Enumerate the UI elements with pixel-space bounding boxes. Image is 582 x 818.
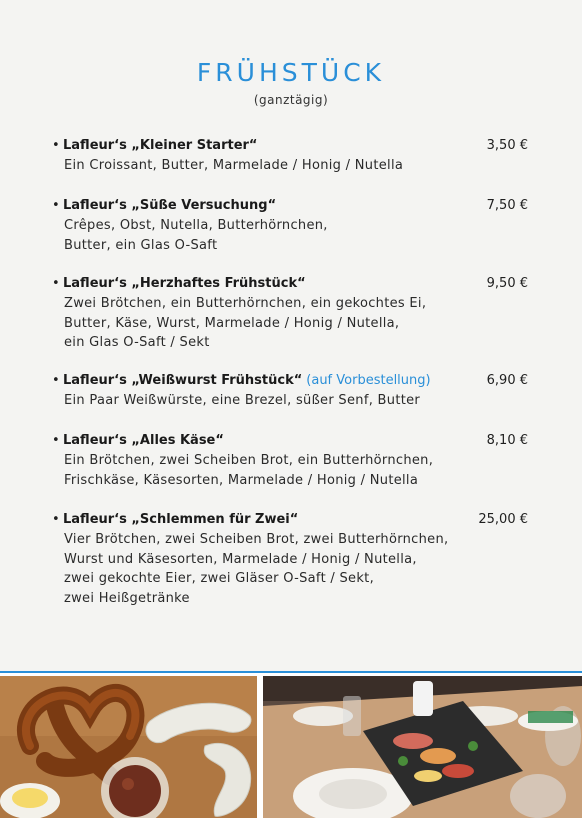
- menu-item-name: Lafleur‘s „Schlemmen für Zwei“: [63, 512, 299, 527]
- menu-item: [52, 510, 528, 608]
- menu-item-description: [64, 216, 528, 255]
- description-line: Crêpes, Obst, Nutella, Butterhörnchen,: [64, 218, 328, 233]
- bullet-icon: •: [52, 512, 60, 527]
- menu-item-name: Lafleur‘s „Süße Versuchung“: [63, 198, 277, 213]
- description-line: Butter, ein Glas O-Saft: [64, 237, 218, 253]
- menu-item: [52, 196, 528, 255]
- description-line: ein Glas O-Saft / Sekt: [64, 335, 210, 350]
- preorder-note: (auf Vorbestellung): [306, 373, 431, 388]
- breakfast-table-photo: [263, 676, 582, 818]
- menu-item-name: Lafleur‘s „Alles Käse“: [63, 433, 224, 448]
- description-line: Frischkäse, Käsesorten, Marmelade / Honig / Nutella: [64, 472, 419, 488]
- description-line: Butter, Käse, Wurst, Marmelade / Honig / Nutella,: [64, 315, 400, 331]
- menu-item-description: [64, 294, 528, 353]
- description-line: Zwei Brötchen, ein Butterhörnchen, ein gekochtes Ei,: [64, 296, 427, 311]
- menu-item-name: Lafleur‘s „Kleiner Starter“: [63, 138, 258, 153]
- bullet-icon: •: [52, 138, 60, 153]
- menu-title: FRÜHSTÜCK: [196, 58, 386, 87]
- description-line: zwei gekochte Eier, zwei Gläser O-Saft / Sekt,: [64, 571, 375, 586]
- pretzel-weisswurst-photo: [0, 676, 257, 818]
- menu-item-description: [64, 451, 528, 490]
- menu-item-name: [63, 371, 431, 391]
- description-line: Ein Paar Weißwürste, eine Brezel, süßer Senf, Butter: [64, 393, 421, 408]
- photo-strip: [0, 671, 582, 818]
- menu-item: [52, 431, 528, 490]
- description-line: Ein Brötchen, zwei Scheiben Brot, ein Butterhörnchen,: [64, 453, 434, 468]
- description-line: zwei Heißgetränke: [64, 590, 190, 606]
- menu-item-price: 3,50 €: [486, 138, 528, 153]
- bullet-icon: •: [52, 276, 60, 291]
- menu-item: [52, 136, 528, 176]
- menu-item-name-text: Lafleur‘s „Weißwurst Frühstück“: [63, 373, 303, 388]
- bullet-icon: •: [52, 198, 60, 213]
- menu-item-price: 9,50 €: [486, 276, 528, 291]
- menu-item-description: [64, 156, 528, 176]
- menu-item-price: 25,00 €: [478, 512, 528, 527]
- pretzel-weisswurst-illustration: [0, 676, 257, 818]
- bullet-icon: •: [52, 373, 60, 388]
- description-line: Wurst und Käsesorten, Marmelade / Honig / Nutella,: [64, 551, 417, 567]
- breakfast-table-illustration: [263, 676, 582, 818]
- description-line: Vier Brötchen, zwei Scheiben Brot, zwei Butterhörnchen,: [64, 532, 449, 547]
- menu-subtitle: (ganztägig): [253, 93, 329, 107]
- description-line: Ein Croissant, Butter, Marmelade / Honig / Nutella: [64, 158, 404, 173]
- bullet-icon: •: [52, 433, 60, 448]
- menu-item: [52, 274, 528, 353]
- menu-item-name: Lafleur‘s „Herzhaftes Frühstück“: [63, 276, 306, 291]
- menu-item-description: [64, 530, 528, 608]
- menu-item-price: 8,10 €: [486, 433, 528, 448]
- menu-item-description: [64, 391, 528, 411]
- menu-item-price: 6,90 €: [486, 373, 528, 388]
- menu-item-price: 7,50 €: [486, 198, 528, 213]
- menu-item: [52, 371, 528, 411]
